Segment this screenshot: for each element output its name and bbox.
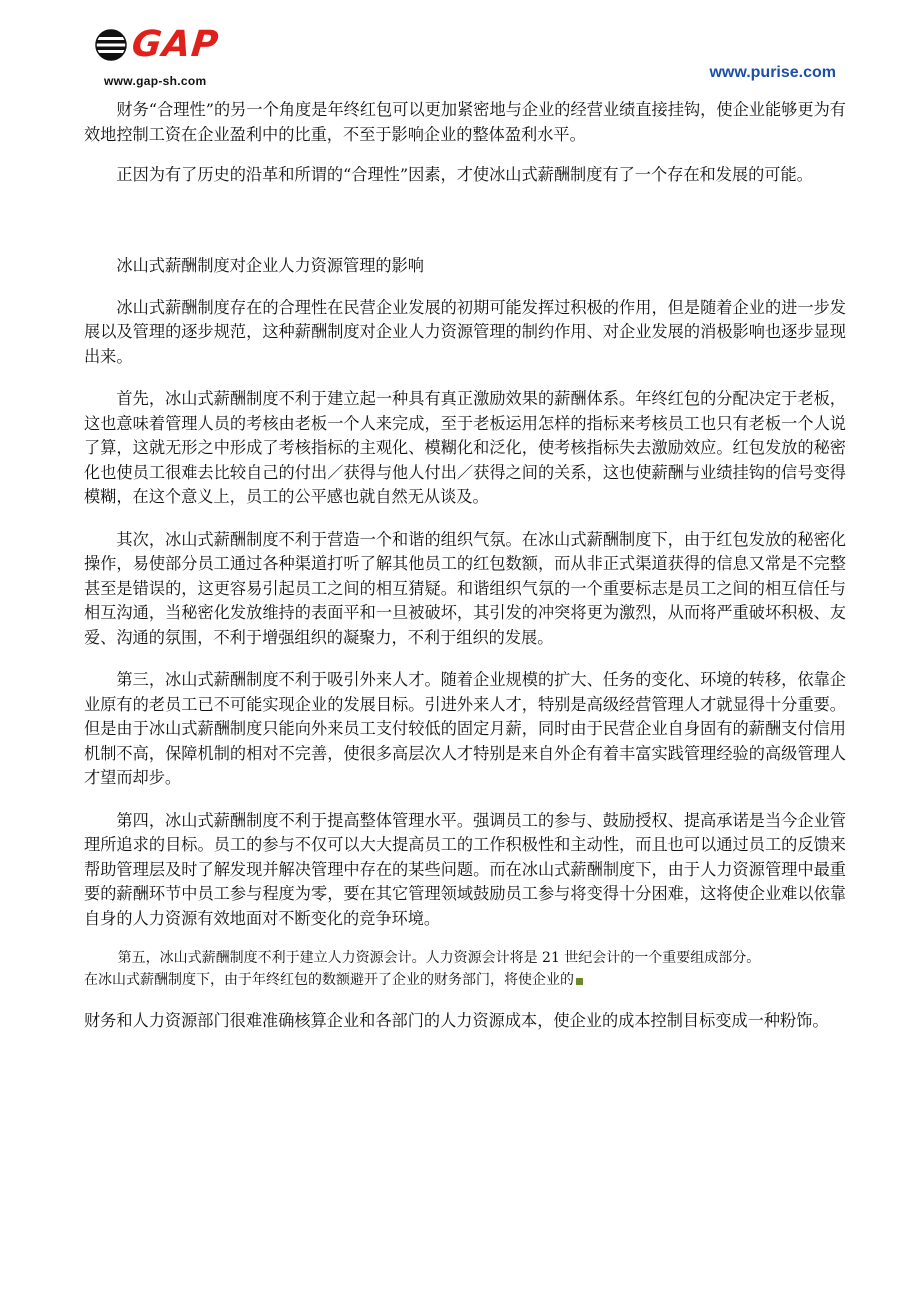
paragraph-6: 第三，冰山式薪酬制度不利于吸引外来人才。随着企业规模的扩大、任务的变化、环境的转移，依靠企业原有的老员工已不可能实现企业的发展目标。引进外来人才，特别是高级经营管理人才就显得十分重要。但是由于冰山式薪酬制度只能向外来员工支付较低的固定月薪，同时由于民营企业自身固有的薪酬支付信用机制不高，保障机制的相对不完善，使很多高层次人才特别是来自外企有着丰富实践管理经验的高级管理人才望而却步。	[84, 670, 846, 787]
paragraph-7: 第四，冰山式薪酬制度不利于提高整体管理水平。强调员工的参与、鼓励授权、提高承诺是当今企业管理所追求的目标。员工的参与不仅可以大大提高员工的工作积极性和主动性，而且也可以通过员工的反馈来帮助管理层及时了解发现并解决管理中存在的某些问题。而在冰山式薪酬制度下，由于人力资源管理中最重要的薪酬环节中员工参与程度为零，要在其它管理领域鼓励员工参与将变得十分困难，这将使企业难以依靠自身的人力资源有效地面对不断变化的竞争环境。	[84, 810, 846, 928]
globe-logo-icon	[94, 28, 128, 62]
paragraph-9: 财务和人力资源部门很难准确核算企业和各部门的人力资源成本，使企业的成本控制目标变成一种粉饰。	[84, 1011, 829, 1030]
logo-url: www.gap-sh.com	[104, 74, 207, 88]
paragraph-8-text: 在冰山式薪酬制度下，由于年终红包的数额避开了企业的财务部门，将使企业的	[84, 972, 574, 988]
paragraph-4: 首先，冰山式薪酬制度不利于建立起一种具有真正激励效果的薪酬体系。年终红包的分配决定于老板，这也意味着管理人员的考核由老板一个人来完成，至于老板运用怎样的指标来考核员工也只有老板一个人说了算，这就无形之中形成了考核指标的主观化、模糊化和泛化，使考核指标失去激励效应。红包发放的秘密化也使员工很难去比较自己的付出／获得与他人付出／获得之间的关系，这也使薪酬与业绩挂钩的信号变得模糊，在这个意义上，员工的公平感也就自然无从谈及。	[84, 389, 846, 506]
gap-logo[interactable]	[94, 24, 244, 90]
paragraph-2: 正因为有了历史的沿革和所谓的“合理性”因素，才使冰山式薪酬制度有了一个存在和发展的可能。	[116, 165, 813, 184]
article-body	[84, 98, 846, 1034]
page-marker-icon	[576, 978, 583, 985]
paragraph-3: 冰山式薪酬制度存在的合理性在民营企业发展的初期可能发挥过积极的作用，但是随着企业的进一步发展以及管理的逐步规范，这种薪酬制度对企业人力资源管理的制约作用、对企业发展的消极影响也逐步显现出来。	[84, 297, 846, 366]
logo-wordmark: GAP	[129, 24, 221, 65]
paragraph-1: 财务“合理性”的另一个角度是年终红包可以更加紧密地与企业的经营业绩直接挂钩，使企业能够更为有效地控制工资在企业盈利中的比重，不至于影响企业的整体盈利水平。	[84, 100, 846, 144]
paragraph-5: 其次，冰山式薪酬制度不利于营造一个和谐的组织气氛。在冰山式薪酬制度下，由于红包发放的秘密化操作，易使部分员工通过各种渠道打听了解其他员工的红包数额，而从非正式渠道获得的信息又常是不完整甚至是错误的，这更容易引起员工之间的相互猜疑。和谐组织气氛的一个重要标志是员工之间的相互信任与相互沟通，当秘密化发放维持的表面平和一旦被破坏，其引发的冲突将更为激烈，从而将严重破坏积极、友爱、沟通的氛围，不利于增强组织的凝聚力，不利于组织的发展。	[84, 529, 846, 647]
section-heading: 冰山式薪酬制度对企业人力资源管理的影响	[116, 255, 424, 275]
paragraph-8-line-1: 第五，冰山式薪酬制度不利于建立人力资源会计。人力资源会计将是 21 世纪会计的一个重要组成部分。	[117, 950, 761, 966]
site-link[interactable]: www.purise.com	[709, 64, 836, 81]
page-header	[0, 0, 920, 100]
paragraph-8-line-2	[84, 969, 846, 991]
